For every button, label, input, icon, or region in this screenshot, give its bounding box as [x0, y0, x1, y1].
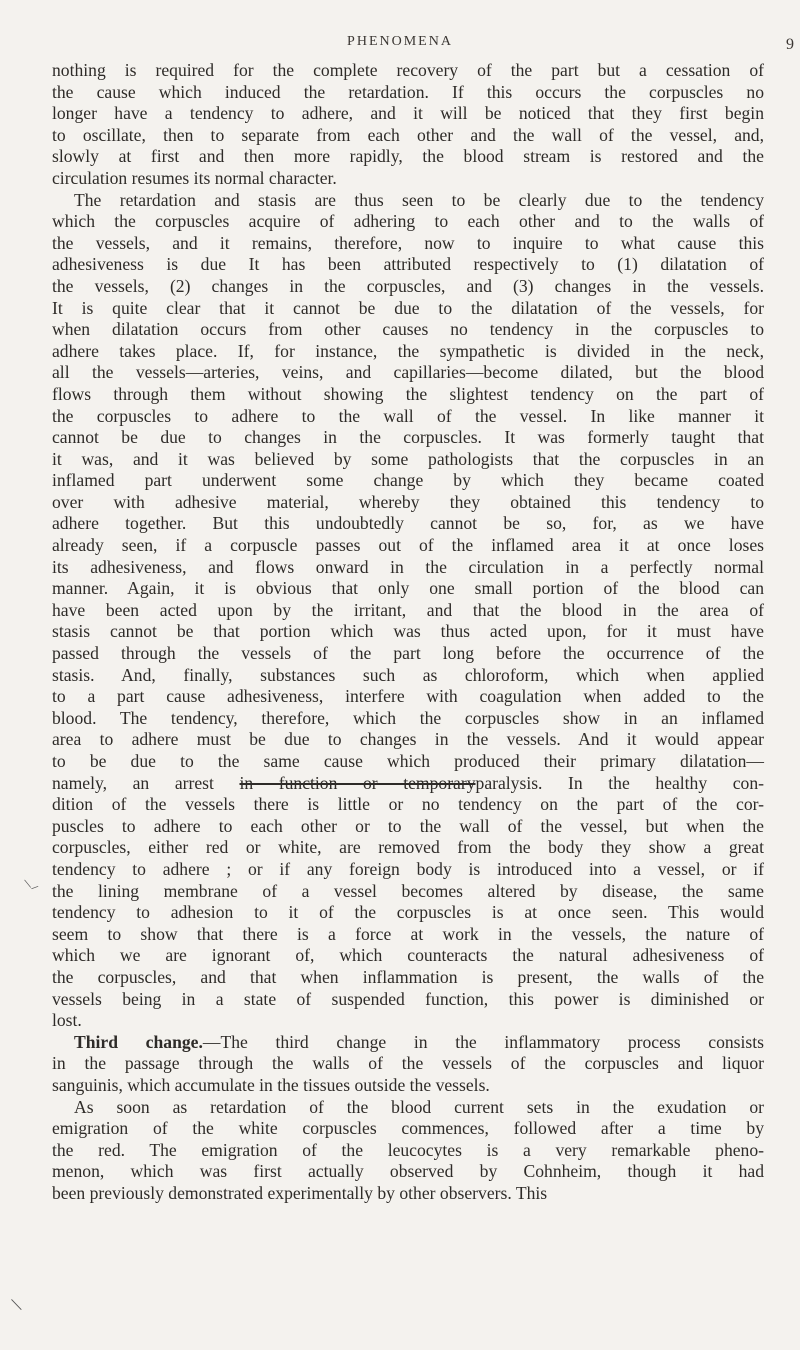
page-number: 9 [786, 36, 794, 53]
struck-text: in function or temporary [239, 772, 476, 793]
text-line: It is quite clear that it cannot be due to the dilatation of the vessels, for [52, 297, 764, 318]
text-line: tendency to adhesion to it of the corpuscles is at once seen. This would [52, 902, 764, 923]
text-line: which we are ignorant of, which counteracts the natural adhesiveness of [52, 945, 764, 966]
text-line: inflamed part underwent some change by which they became coated [52, 470, 764, 491]
text-line: vessels being in a state of suspended function, this power is diminished or [52, 988, 764, 1009]
text-line: sanguinis, which accumulate in the tissues outside the vessels. [52, 1074, 490, 1095]
text-line: slowly at first and then more rapidly, the blood stream is restored and the [52, 146, 764, 167]
text-line: the vessels, and it remains, therefore, now to inquire to what cause this [52, 232, 764, 253]
text-line: tendency to adhere ; or if any foreign body is introduced into a vessel, or if [52, 858, 764, 879]
text-line: to a part cause adhesiveness, interfere with coagulation when added to the [52, 686, 764, 707]
text-line: The retardation and stasis are thus seen to be clearly due to the tendency [74, 189, 764, 210]
text-line: its adhesiveness, and flows onward in the circulation in a perfectly normal [52, 556, 764, 577]
text-line: already seen, if a corpuscle passes out of the inflamed area it at once loses [52, 535, 764, 556]
text-line: menon, which was first actually observed by Cohnheim, though it had [52, 1161, 764, 1182]
text-line: the vessels, (2) changes in the corpuscles, and (3) changes in the vessels. [52, 275, 764, 296]
text-line: passed through the vessels of the part long before the occurrence of the [52, 643, 764, 664]
text-segment: —The third change in the inflammatory process consists [202, 1031, 764, 1052]
text-line: it was, and it was believed by some pathologists that the corpuscles in an [52, 448, 764, 469]
text-segment: namely, an arrest [52, 772, 240, 793]
text-line: to be due to the same cause which produced their primary dilatation— [52, 751, 764, 771]
text-line: corpuscles, either red or white, are removed from the body they show a great [52, 837, 764, 858]
text-line: area to adhere must be due to changes in the vessels. And it would appear [52, 729, 764, 750]
text-line-with-strikethrough [52, 773, 764, 795]
text-line: adhere takes place. If, for instance, the sympathetic is divided in the neck, [52, 340, 764, 361]
text-line: blood. The tendency, therefore, which the corpuscles show in an inflamed [52, 707, 764, 728]
text-line: the cause which induced the retardation. If this occurs the corpuscles no [52, 81, 764, 102]
text-line: when dilatation occurs from other causes no tendency in the corpuscles to [52, 319, 764, 340]
text-line: the red. The emigration of the leucocytes is a very remarkable pheno- [52, 1139, 764, 1160]
text-line: As soon as retardation of the blood current sets in the exudation or [74, 1096, 764, 1117]
text-line: manner. Again, it is obvious that only one small portion of the blood can [52, 578, 764, 599]
text-line: emigration of the white corpuscles commences, followed after a time by [52, 1118, 764, 1139]
text-line: adhesiveness is due It has been attributed respectively to (1) dilatation of [52, 254, 764, 275]
text-line: longer have a tendency to adhere, and it will be noticed that they first begin [52, 103, 764, 124]
text-line: adhere together. But this undoubtedly cannot be so, for, as we have [52, 513, 764, 534]
text-line: the corpuscles to adhere to the wall of the vessel. In like manner it [52, 405, 764, 426]
text-line: seem to show that there is a force at work in the vessels, the nature of [52, 923, 764, 944]
text-line: stasis. And, finally, substances such as chloroform, which when applied [52, 664, 764, 685]
text-line: the lining membrane of a vessel becomes altered by disease, the same [52, 880, 764, 901]
text-line: flows through them without showing the slightest tendency on the part of [52, 383, 764, 404]
section-line [52, 1032, 764, 1054]
body-text [52, 60, 764, 1204]
running-head: PHENOMENA [347, 34, 453, 49]
text-line: lost. [52, 1010, 82, 1031]
text-line: puscles to adhere to each other or to the wall of the vessel, but when the [52, 815, 764, 836]
text-line: all the vessels—arteries, veins, and capillaries—become dilated, but the blood [52, 362, 764, 383]
text-line: have been acted upon by the irritant, and that the blood in the area of [52, 599, 764, 620]
text-line: which the corpuscles acquire of adhering to each other and to the walls of [52, 211, 764, 232]
text-segment: paralysis. In the healthy con- [475, 772, 764, 793]
text-line: dition of the vessels there is little or no tendency on the part of the cor- [52, 794, 764, 815]
text-line: cannot be due to changes in the corpuscles. It was formerly taught that [52, 427, 764, 448]
text-line: in the passage through the walls of the vessels of the corpuscles and liquor [52, 1053, 764, 1074]
text-line: been previously demonstrated experimentally by other observers. This [52, 1182, 548, 1203]
pencil-mark: \_ [23, 874, 39, 893]
text-line: nothing is required for the complete recovery of the part but a cessation of [52, 60, 764, 80]
text-line: the corpuscles, and that when inflammation is present, the walls of the [52, 966, 764, 987]
section-heading: Third change. [74, 1031, 203, 1052]
text-line: circulation resumes its normal character. [52, 167, 337, 188]
text-line: stasis cannot be that portion which was thus acted upon, for it must have [52, 621, 764, 642]
text-line: over with adhesive material, whereby they obtained this tendency to [52, 491, 764, 512]
text-line: to oscillate, then to separate from each other and the wall of the vessel, and, [52, 124, 764, 145]
pencil-mark: \ [9, 1293, 24, 1317]
